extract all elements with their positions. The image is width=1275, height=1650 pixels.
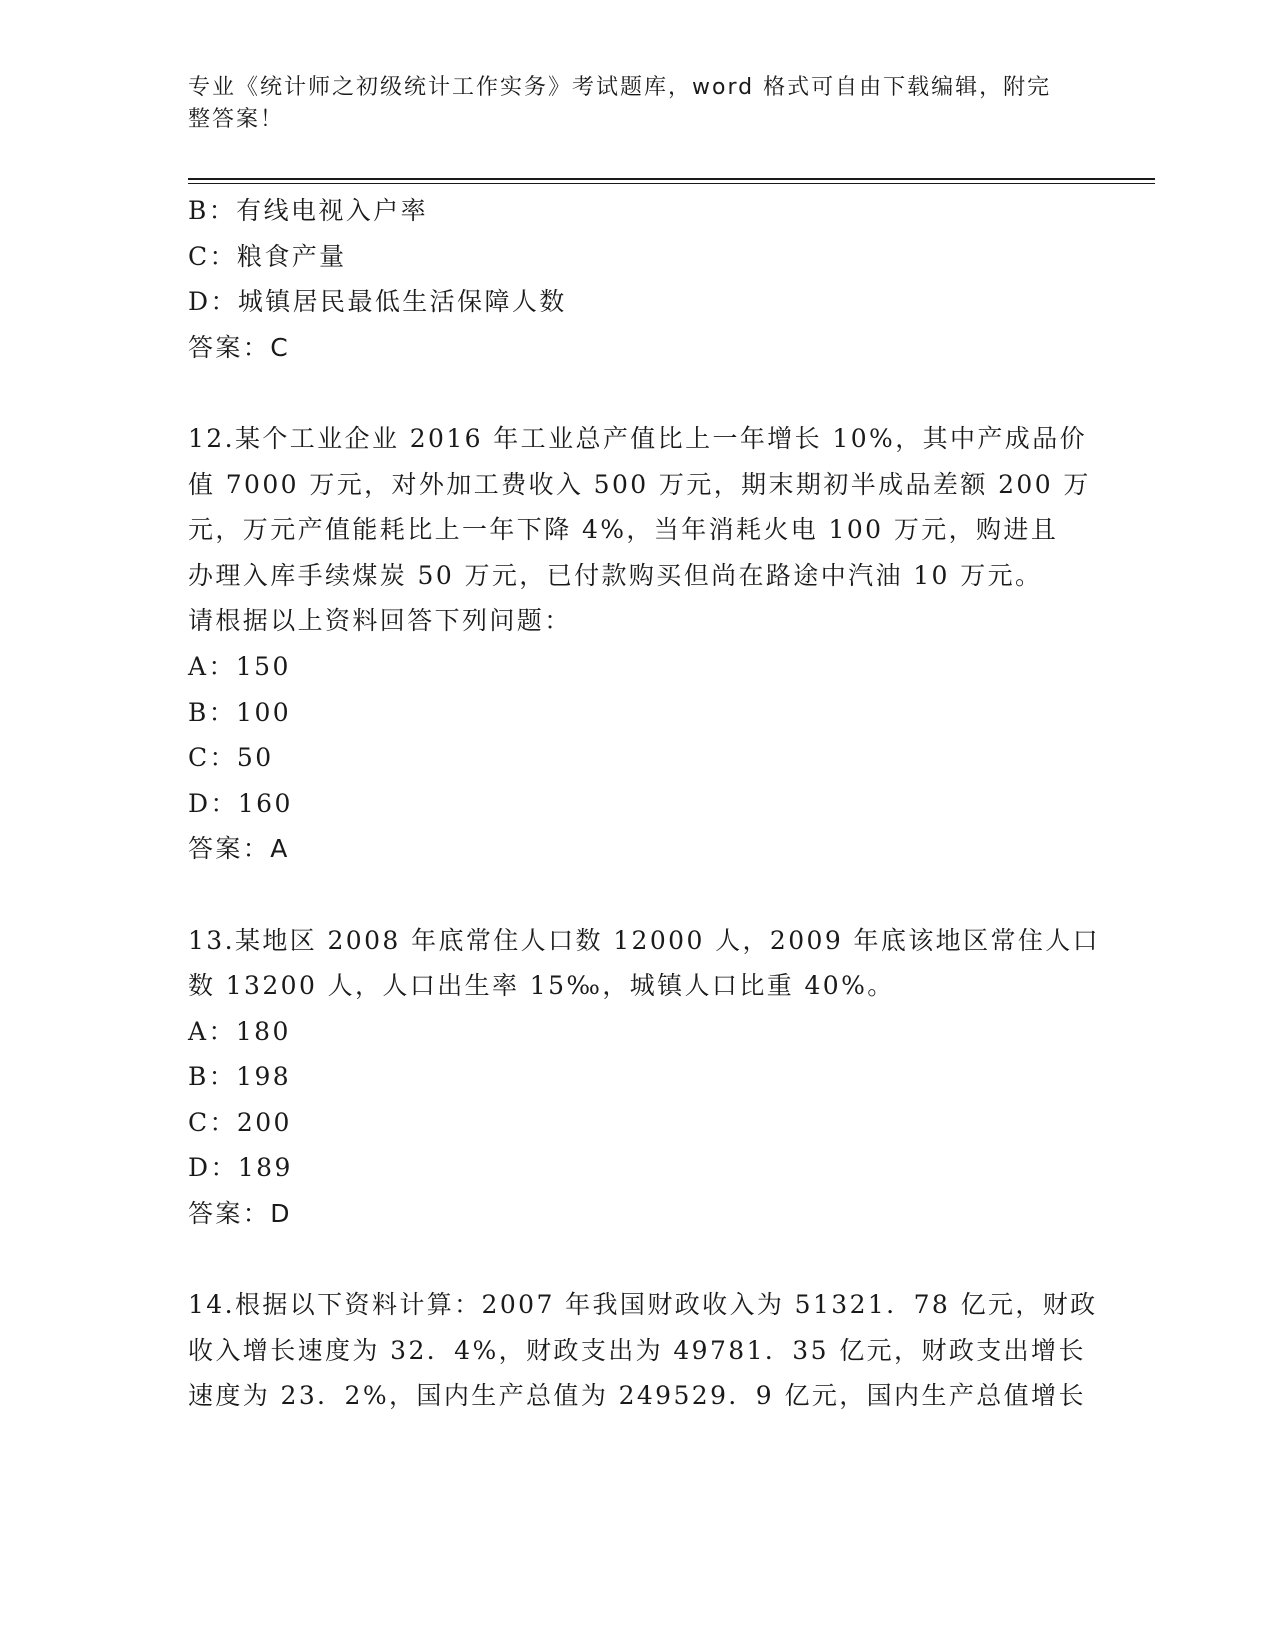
q13-option-c: C：200 [188,1107,292,1137]
header-rule-thin [188,183,1155,184]
q12-option-c: C：50 [188,743,274,773]
q12-option-b: B：100 [188,697,292,727]
header-line-2: 整答案！ [188,107,285,132]
q12-option-d: D：160 [188,788,293,818]
q13-stem-line-2: 数 13200 人，人口出生率 15‰，城镇人口比重 40%。 [188,971,895,1001]
q13-option-b: B：198 [188,1062,292,1092]
q12-option-a: A：150 [188,651,291,681]
q13-option-d: D：189 [188,1153,293,1183]
document-body [188,188,1101,1419]
header-line-1: 专业《统计师之初级统计工作实务》考试题库，word 格式可自由下载编辑，附完 [188,75,1052,100]
q11-option-c: C：粮食产量 [188,241,347,271]
q12-stem-line-4: 办理入库手续煤炭 50 万元，已付款购买但尚在路途中汽油 10 万元。 [188,560,1043,590]
question-14 [188,1282,1098,1419]
q13-answer: 答案：D [188,1199,292,1229]
question-12 [188,416,1091,872]
q12-stem-line-5: 请根据以上资料回答下列问题： [188,606,572,636]
spacer [188,872,1088,918]
q13-option-a: A：180 [188,1016,291,1046]
spacer [188,370,1088,416]
q11-option-d: D：城镇居民最低生活保障人数 [188,287,567,317]
question-11 [188,188,1088,370]
q11-answer: 答案：C [188,332,291,362]
q12-stem-line-3: 元，万元产值能耗比上一年下降 4%，当年消耗火电 100 万元，购进且 [188,515,1059,545]
q14-stem-line-1: 14.根据以下资料计算：2007 年我国财政收入为 51321．78 亿元，财政 [188,1290,1098,1320]
page-header [188,72,1088,136]
q12-answer: 答案：A [188,834,290,864]
q12-stem-line-1: 12.某个工业企业 2016 年工业总产值比上一年增长 10%，其中产成品价 [188,423,1087,453]
spacer [188,1237,1088,1283]
header-rule-thick [188,178,1155,180]
q14-stem-line-2: 收入增长速度为 32．4%，财政支出为 49781．35 亿元，财政支出增长 [188,1335,1086,1365]
question-13 [188,918,1101,1237]
q13-stem-line-1: 13.某地区 2008 年底常住人口数 12000 人，2009 年底该地区常住人口 [188,925,1101,955]
q14-stem-line-3: 速度为 23．2%，国内生产总值为 249529．9 亿元，国内生产总值增长 [188,1381,1086,1411]
q12-stem-line-2: 值 7000 万元，对外加工费收入 500 万元，期末期初半成品差额 200 万 [188,469,1091,499]
q11-option-b: B：有线电视入户率 [188,196,428,225]
